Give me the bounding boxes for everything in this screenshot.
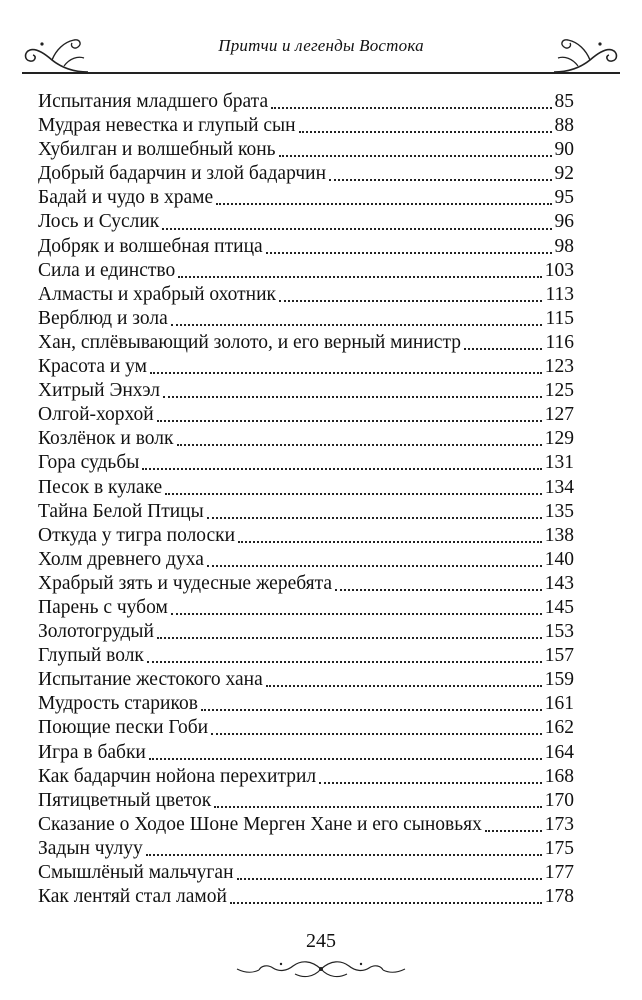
toc-dot-leader (266, 252, 552, 254)
toc-dot-leader (237, 878, 542, 880)
toc-entry (38, 162, 574, 186)
toc-entry-page: 129 (544, 428, 574, 450)
toc-entry-title: Храбрый зять и чудесные жеребята (38, 572, 333, 594)
toc-entry (38, 644, 574, 668)
toc-entry (38, 210, 574, 234)
toc-entry-title: Гора судьбы (38, 452, 140, 474)
running-header (22, 28, 620, 84)
toc-dot-leader (150, 372, 542, 374)
toc-entry-page: 145 (544, 596, 574, 618)
toc-entry-page: 95 (554, 187, 574, 209)
toc-entry-page: 140 (544, 548, 574, 570)
toc-entry-title: Песок в кулаке (38, 476, 163, 498)
toc-entry (38, 789, 574, 813)
toc-entry-title: Олгой-хорхой (38, 404, 154, 426)
toc-entry-title: Испытания младшего брата (38, 91, 269, 112)
toc-entry (38, 861, 574, 885)
toc-entry-title: Хубилган и волшебный конь (38, 139, 276, 161)
toc-entry (38, 837, 574, 861)
toc-entry-title: Мудрость стариков (38, 693, 198, 715)
toc-entry-page: 177 (544, 862, 574, 883)
toc-entry-title: Откуда у тигра полоски (38, 524, 236, 546)
toc-entry (38, 500, 574, 524)
toc-entry (38, 620, 574, 644)
toc-entry-title: Красота и ум (38, 356, 147, 378)
toc-entry-page: 113 (545, 283, 574, 305)
toc-dot-leader (207, 517, 542, 519)
toc-entry-title: Бадай и чудо в храме (38, 187, 214, 209)
toc-entry-title: Задын чулуу (38, 837, 143, 859)
header-rule (22, 72, 620, 74)
toc-dot-leader (147, 661, 542, 663)
toc-entry-title: Как лентяй стал ламой (38, 886, 227, 908)
toc-entry-page: 98 (554, 235, 574, 257)
toc-entry-page: 90 (554, 139, 574, 161)
toc-entry-title: Парень с чубом (38, 596, 168, 618)
toc-dot-leader (271, 107, 551, 109)
toc-dot-leader (335, 589, 542, 591)
toc-entry-title: Тайна Белой Птицы (38, 500, 204, 522)
flourish-ornament-icon (231, 958, 411, 980)
toc-dot-leader (201, 709, 542, 711)
toc-dot-leader (163, 396, 542, 398)
toc-entry (38, 668, 574, 692)
toc-dot-leader (171, 324, 543, 326)
toc-entry-page: 157 (544, 645, 574, 667)
toc-dot-leader (142, 468, 541, 470)
toc-entry (38, 114, 574, 138)
toc-entry-title: Козлёнок и волк (38, 428, 174, 450)
toc-entry (38, 596, 574, 620)
toc-dot-leader (299, 131, 552, 133)
toc-entry-title: Алмасты и храбрый охотник (38, 283, 277, 305)
toc-dot-leader (319, 782, 542, 784)
toc-dot-leader (329, 179, 551, 181)
toc-entry-title: Добряк и волшебная птица (38, 235, 263, 257)
toc-entry (38, 692, 574, 716)
toc-entry-page: 168 (544, 765, 574, 787)
toc-dot-leader (157, 637, 542, 639)
toc-entry-page: 125 (544, 380, 574, 402)
toc-entry-page: 115 (545, 307, 574, 329)
toc-dot-leader (464, 348, 542, 350)
toc-entry-page: 96 (554, 211, 574, 233)
toc-entry-page: 88 (554, 115, 574, 137)
toc-entry-title: Холм древнего духа (38, 548, 204, 570)
toc-entry (38, 379, 574, 403)
toc-dot-leader (230, 902, 542, 904)
toc-dot-leader (165, 493, 542, 495)
toc-entry-title: Лось и Суслик (38, 211, 160, 233)
toc-dot-leader (266, 685, 542, 687)
toc-entry (38, 885, 574, 909)
toc-entry-page: 162 (544, 717, 574, 739)
toc-entry (38, 716, 574, 740)
toc-entry-page: 131 (544, 452, 574, 474)
toc-dot-leader (214, 806, 542, 808)
toc-entry-page: 143 (544, 572, 574, 594)
table-of-contents (38, 90, 574, 909)
toc-entry-page: 127 (544, 404, 574, 426)
flourish-ornament-icon (550, 28, 620, 72)
toc-entry-page: 161 (544, 693, 574, 715)
toc-dot-leader (216, 203, 551, 205)
toc-entry-page: 173 (544, 813, 574, 835)
toc-entry (38, 259, 574, 283)
toc-entry-title: Испытание жестокого хана (38, 669, 263, 691)
toc-entry-title: Поющие пески Гоби (38, 717, 209, 739)
toc-entry-page: 92 (554, 163, 574, 185)
toc-entry (38, 355, 574, 379)
toc-dot-leader (207, 565, 542, 567)
toc-entry (38, 476, 574, 500)
toc-entry (38, 451, 574, 475)
toc-entry-page: 175 (544, 837, 574, 859)
toc-entry (38, 90, 574, 114)
toc-entry (38, 186, 574, 210)
toc-entry (38, 331, 574, 355)
running-header-title: Притчи и легенды Востока (218, 36, 424, 55)
toc-entry-page: 116 (545, 331, 574, 353)
toc-entry (38, 765, 574, 789)
toc-entry-title: Смышлёный мальчуган (38, 862, 234, 883)
toc-dot-leader (279, 155, 552, 157)
toc-entry (38, 235, 574, 259)
toc-entry-page: 164 (544, 741, 574, 763)
toc-dot-leader (485, 830, 542, 832)
toc-entry-title: Как бадарчин нойона перехитрил (38, 765, 317, 787)
toc-entry-title: Глупый волк (38, 645, 144, 667)
toc-entry-page: 153 (544, 621, 574, 643)
toc-dot-leader (146, 854, 542, 856)
toc-entry-page: 159 (544, 669, 574, 691)
toc-entry (38, 741, 574, 765)
toc-dot-leader (211, 733, 542, 735)
toc-dot-leader (149, 758, 542, 760)
page-number: 245 (306, 930, 336, 952)
toc-entry-title: Золотогрудый (38, 621, 154, 643)
toc-dot-leader (238, 541, 542, 543)
toc-entry-title: Пятицветный цветок (38, 789, 212, 811)
toc-entry (38, 138, 574, 162)
toc-entry-title: Хан, сплёвывающий золото, и его верный министр (38, 331, 461, 353)
toc-entry (38, 403, 574, 427)
toc-entry-title: Верблюд и зола (38, 307, 168, 329)
toc-entry-title: Игра в бабки (38, 741, 146, 763)
toc-dot-leader (162, 228, 551, 230)
toc-dot-leader (279, 300, 542, 302)
toc-entry-title: Хитрый Энхэл (38, 380, 160, 402)
toc-entry (38, 307, 574, 331)
toc-entry (38, 524, 574, 548)
toc-entry-page: 123 (544, 356, 574, 378)
toc-entry-page: 85 (554, 91, 574, 112)
toc-entry-page: 134 (544, 476, 574, 498)
toc-entry (38, 548, 574, 572)
toc-entry-page: 178 (544, 886, 574, 908)
toc-entry (38, 427, 574, 451)
toc-entry (38, 283, 574, 307)
toc-entry (38, 572, 574, 596)
toc-entry-title: Добрый бадарчин и злой бадарчин (38, 163, 327, 185)
toc-entry (38, 813, 574, 837)
toc-entry-page: 103 (544, 259, 574, 281)
toc-entry-page: 138 (544, 524, 574, 546)
toc-dot-leader (177, 444, 542, 446)
toc-dot-leader (157, 420, 542, 422)
toc-entry-title: Сказание о Ходое Шоне Мерген Хане и его сыновьях (38, 813, 482, 835)
toc-dot-leader (178, 276, 542, 278)
toc-entry-title: Сила и единство (38, 259, 176, 281)
toc-dot-leader (171, 613, 542, 615)
toc-entry-page: 135 (544, 500, 574, 522)
toc-entry-title: Мудрая невестка и глупый сын (38, 115, 296, 137)
toc-entry-page: 170 (544, 789, 574, 811)
